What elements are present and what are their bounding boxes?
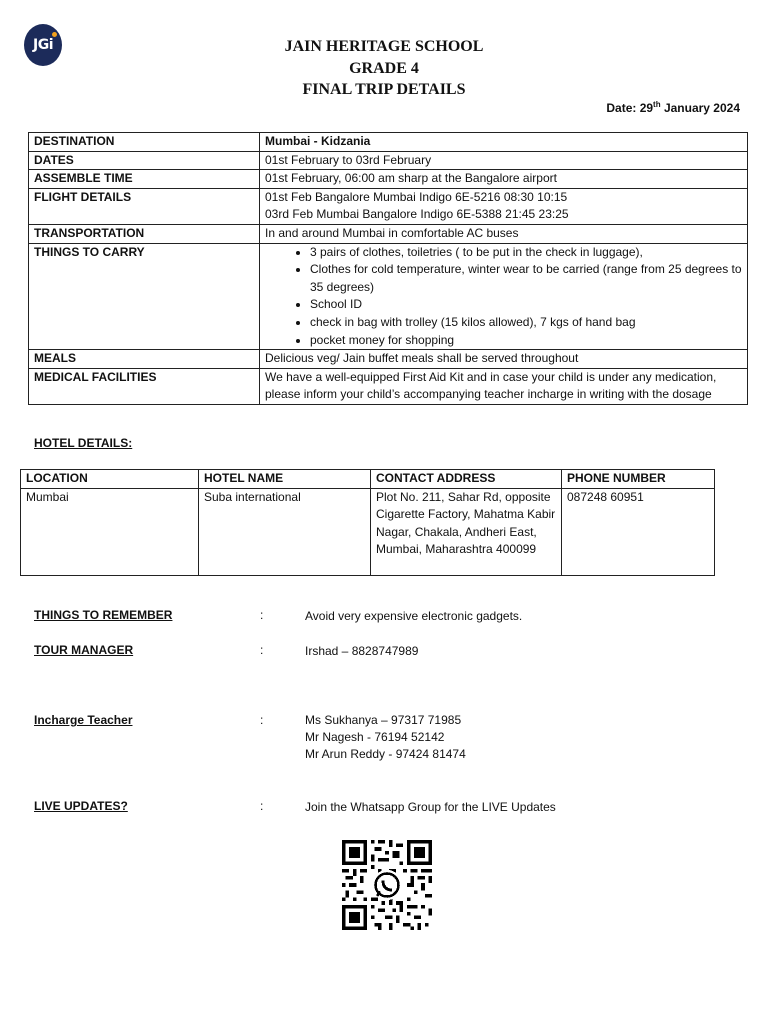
grade-title: GRADE 4: [349, 60, 419, 77]
incharge-teacher-list: [305, 712, 466, 763]
hotel-address: Plot No. 211, Sahar Rd, opposite Cigarette Factory, Mahatma Kabir Nagar, Chakala, Andheri East, Mumbai, Maharashtra 400099: [371, 488, 562, 575]
table-row: [29, 188, 748, 224]
carry-list: [265, 244, 742, 350]
meals-label: MEALS: [29, 350, 260, 369]
column-header-location: LOCATION: [21, 470, 199, 489]
carry-label: THINGS TO CARRY: [29, 243, 260, 350]
assemble-value: 01st February, 06:00 am sharp at the Bangalore airport: [260, 170, 748, 189]
table-row: [29, 368, 748, 404]
table-row: [29, 151, 748, 170]
column-header-phone: PHONE NUMBER: [562, 470, 715, 489]
column-header-address: CONTACT ADDRESS: [371, 470, 562, 489]
column-header-hotel-name: HOTEL NAME: [199, 470, 371, 489]
flight-label: FLIGHT DETAILS: [29, 188, 260, 224]
teacher-contact: Mr Arun Reddy - 97424 81474: [305, 747, 466, 761]
separator-colon: :: [260, 608, 264, 622]
hotel-table: [20, 469, 715, 576]
hotel-location: Mumbai: [21, 488, 199, 575]
teacher-contact: Mr Nagesh - 76194 52142: [305, 730, 445, 744]
hotel-phone: 087248 60951: [562, 488, 715, 575]
tour-manager-value: Irshad – 8828747989: [305, 644, 419, 658]
dates-label: DATES: [29, 151, 260, 170]
list-item: • 3 pairs of clothes, toiletries ( to be put in the check in luggage),: [310, 244, 742, 262]
table-row: [29, 133, 748, 152]
incharge-teacher-label: Incharge Teacher: [34, 713, 133, 727]
assemble-label: ASSEMBLE TIME: [29, 170, 260, 189]
things-to-remember-label: THINGS TO REMEMBER: [34, 608, 173, 622]
meals-value: Delicious veg/ Jain buffet meals shall be served throughout: [260, 350, 748, 369]
teacher-contact: Ms Sukhanya – 97317 71985: [305, 713, 462, 727]
destination-value: Mumbai - Kidzania: [260, 133, 748, 152]
separator-colon: :: [260, 713, 264, 727]
separator-colon: :: [260, 799, 264, 813]
flight-line-return: 03rd Feb Mumbai Bangalore Indigo 6E-5388 21:45 23:25: [265, 207, 569, 222]
document-title: FINAL TRIP DETAILS: [302, 81, 466, 98]
table-row: [29, 243, 748, 350]
trip-details-table: [28, 132, 748, 405]
dates-value: 01st February to 03rd February: [260, 151, 748, 170]
live-updates-label: LIVE UPDATES?: [34, 799, 128, 813]
hotel-name: Suba international: [199, 488, 371, 575]
school-name: JAIN HERITAGE SCHOOL: [284, 38, 484, 55]
transport-label: TRANSPORTATION: [29, 224, 260, 243]
destination-label: DESTINATION: [29, 133, 260, 152]
flight-value: [260, 188, 748, 224]
list-item: • School ID: [310, 296, 742, 314]
logo-text: JGi: [33, 37, 53, 53]
flight-line-outbound: 01st Feb Bangalore Mumbai Indigo 6E-5216 08:30 10:15: [265, 189, 568, 204]
logo-dot: [52, 32, 57, 37]
table-row: [29, 224, 748, 243]
list-item: • check in bag with trolley (15 kilos allowed), 7 kgs of hand bag: [310, 314, 742, 332]
table-row: [21, 488, 715, 575]
transport-value: In and around Mumbai in comfortable AC buses: [260, 224, 748, 243]
document-date: Date: 29th January 2024: [606, 100, 740, 115]
table-row: [29, 170, 748, 189]
list-item: • Clothes for cold temperature, winter wear to be carried (range from 25 degrees to 35 degrees): [310, 261, 742, 296]
list-item: • pocket money for shopping: [310, 332, 742, 350]
carry-value: [260, 243, 748, 350]
tour-manager-label: TOUR MANAGER: [34, 643, 134, 657]
hotel-section-title: HOTEL DETAILS:: [34, 436, 133, 450]
medical-label: MEDICAL FACILITIES: [29, 368, 260, 404]
medical-value: We have a well-equipped First Aid Kit and in case your child is under any medication, please inform your child’s accompanying teacher incharge in writing with the dosage: [260, 368, 748, 404]
table-row: [29, 350, 748, 369]
whatsapp-qr-code-icon: [342, 840, 432, 930]
live-updates-value: Join the Whatsapp Group for the LIVE Updates: [305, 800, 556, 814]
things-to-remember-value: Avoid very expensive electronic gadgets.: [305, 609, 523, 623]
separator-colon: :: [260, 643, 264, 657]
table-header-row: [21, 470, 715, 489]
